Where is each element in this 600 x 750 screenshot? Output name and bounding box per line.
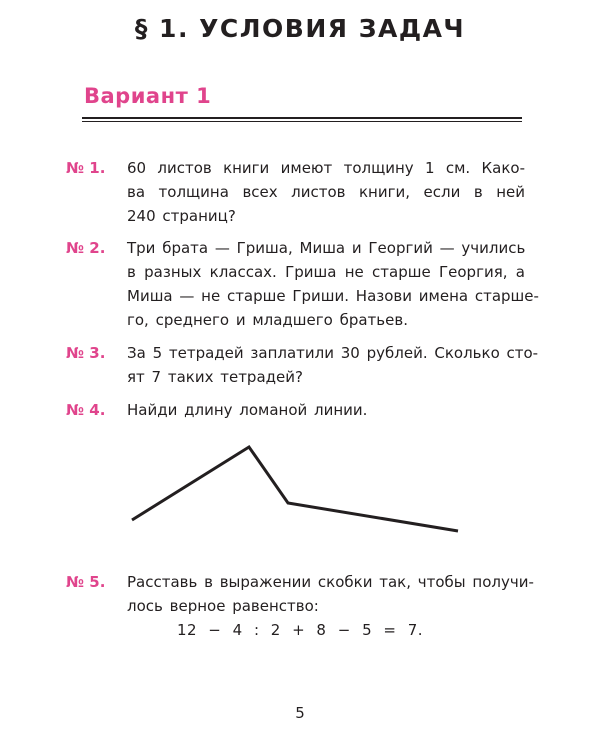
text-line: лось верное равенство: <box>127 597 319 615</box>
variant-heading: Вариант 1 <box>84 84 212 108</box>
text-line: го, среднего и младшего братьев. <box>127 311 408 329</box>
broken-line <box>132 447 458 531</box>
text-line: 240 страниц? <box>127 207 236 225</box>
text-line: Найди длину ломаной линии. <box>127 401 368 419</box>
text-line: Три брата — Гриша, Миша и Георгий — учились <box>127 239 526 257</box>
problem-number: № 4. <box>66 401 106 419</box>
problem-number: № 5. <box>66 573 106 591</box>
text-line: Расставь в выражении скобки так, чтобы получи- <box>127 573 534 591</box>
text-line: в разных классах. Гриша не старше Георгия, а <box>127 263 525 281</box>
text-line: 60 листов книги имеют толщину 1 см. Како- <box>127 159 525 177</box>
text-line: За 5 тетрадей заплатили 30 рублей. Сколько сто- <box>127 344 539 362</box>
page-title: § 1. УСЛОВИЯ ЗАДАЧ <box>134 14 466 43</box>
page-number: 5 <box>295 704 305 722</box>
problem-number: № 2. <box>66 239 106 257</box>
text-line: ва толщина всех листов книги, если в ней <box>127 183 525 201</box>
problem-number: № 1. <box>66 159 106 177</box>
problem-text <box>127 570 534 618</box>
text-line: Миша — не старше Гриши. Назови имена старше- <box>127 287 539 305</box>
problem-number: № 3. <box>66 344 106 362</box>
text-line: ят 7 таких тетрадей? <box>127 368 303 386</box>
equation: 12 − 4 : 2 + 8 − 5 = 7. <box>176 621 424 639</box>
